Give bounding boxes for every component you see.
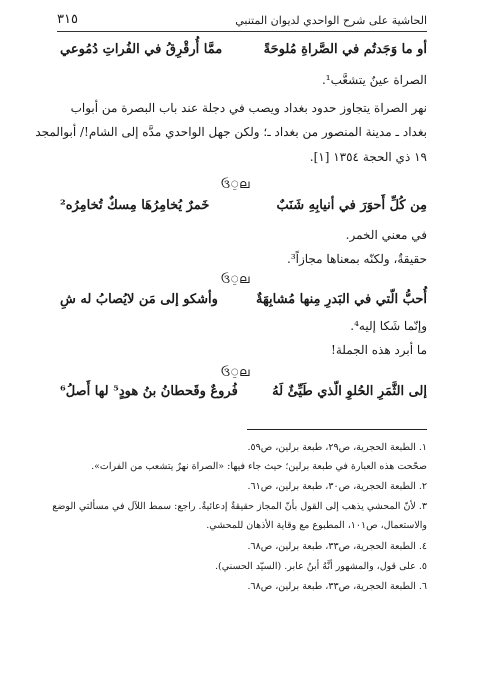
paragraph-3: في معني الخمر.: [345, 228, 427, 242]
header-rule: [57, 31, 427, 32]
page-number: ٣١٥: [57, 12, 78, 27]
ornament-divider-2: ઉ⍜ല: [221, 272, 251, 286]
footnote-6: ٦. الطبعة الحجرية، ص٣٣، طبعة برلين، ص٦٨.: [247, 581, 427, 592]
verse-3-first-hemistich: أُحبُّ الّتي في البَدرِ مِنها مُشابِهَةٌ: [256, 292, 427, 307]
paragraph-6: ما أبرد هذه الجملة!: [331, 343, 427, 357]
verse-3-second-hemistich: وأشكو إلى مَن لايُصابُ له شِ: [60, 292, 218, 307]
verse-4-first-hemistich: إلى الثَّمَرِ الحُلوِ الّذي طَيِّئٌ لَهُ: [272, 384, 427, 399]
verse-2-second-hemistich: خَمرٌ يُخامِرُهَا مِسكٌ تُخامِرُه²: [60, 198, 210, 213]
verse-1-first-hemistich: أو ما وَجَدتُم في الصَّراةِ مُلوحَةً: [263, 42, 427, 57]
footnote-4: ٤. الطبعة الحجرية، ص٣٣، طبعة برلين، ص٦٨.: [247, 541, 427, 552]
footnote-1-continued: صحّحت هذه العبارة في طبعة برلين؛ حيث جاء فيها: «الصراة نهرٌ يتشعب من الفرات».: [91, 461, 427, 472]
footnote-5: ٥. على قول، والمشهور أنَّهُ أبنُ عابر. (السيّد الحسني).: [215, 561, 427, 572]
footnote-3: ٣. لأنّ المحشي يذهب إلى القول بأنّ المجاز حقيقةٌ إدعائيةٌ. راجع: سمط اللآل في مسألتي الوضع: [52, 501, 427, 512]
footnote-rule: [247, 429, 427, 430]
paragraph-2-line-3: ١٩ ذي الحجة ١٣٥٤ [١].: [309, 150, 427, 164]
ornament-divider-1: ઉ⍜ല: [221, 177, 251, 191]
footnote-2: ٢. الطبعة الحجرية، ص٣٠، طبعة برلين، ص٦١.: [247, 481, 427, 492]
ornament-divider-3: ઉ⍜ല: [221, 365, 251, 379]
verse-4-second-hemistich: فُروعٌ وقَحطانُ بنُ هودٍ⁵ لها أَصلُ⁶: [60, 384, 238, 399]
paragraph-1: الصراة عينٌ يتشعَّب¹.: [321, 73, 427, 87]
paragraph-4: حقيقةٌ، ولكنّه بمعناها مجازاً³.: [287, 252, 427, 266]
header-title: الحاشية على شرح الواحدي لديوان المتنبي: [235, 14, 427, 27]
paragraph-2-line-2: بغداد ـ مدينة المنصور من بغداد ـ؛ ولكن جهل الواحدي مدَّه إلى الشام!/ أبوالمجد: [35, 125, 427, 139]
footnote-3-continued: والاستعمال، ص١٠١، المطبوع مع وقاية الأذهان للمحشي.: [206, 520, 427, 531]
paragraph-5: وإنّما شَكا إليه⁴.: [350, 319, 427, 333]
paragraph-2-line-1: نهر الصراة يتجاوز حدود بغداد ويصب في دجلة عند باب البصرة من أبواب: [70, 101, 427, 115]
verse-2-first-hemistich: مِن كُلِّ أَحوَرَ في أنيابِهِ شَنَبٌ: [276, 198, 427, 213]
footnote-1: ١. الطبعة الحجرية، ص٢٩، طبعة برلين، ص٥٩.: [247, 442, 427, 453]
verse-1-second-hemistich: ممَّا أُرقْرِقُ في الفُراتِ دُمُوعي: [60, 42, 223, 57]
